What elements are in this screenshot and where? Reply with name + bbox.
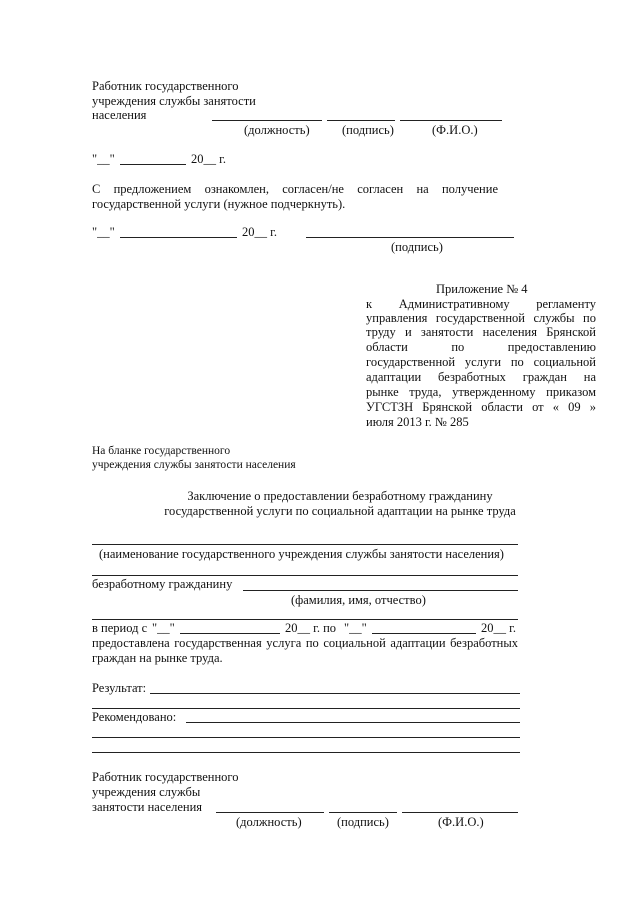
bottom-signature-caption: (подпись) (337, 815, 389, 829)
top-name-line[interactable] (400, 120, 502, 121)
consent-signature-caption: (подпись) (391, 240, 443, 254)
top-worker-line-3: населения (92, 108, 147, 122)
result-line-1[interactable] (150, 693, 520, 694)
institution-line[interactable] (92, 544, 518, 545)
citizen-prefix: безработному гражданину (92, 577, 233, 591)
period-to-year: 20__ г. (481, 621, 516, 635)
citizen-caption: (фамилия, имя, отчество) (291, 593, 426, 607)
citizen-extra-line[interactable] (92, 575, 518, 576)
consent-line-2: государственной услуги (нужное подчеркнуть). (92, 197, 346, 211)
bottom-name-caption: (Ф.И.О.) (438, 815, 484, 829)
consent-signature-line[interactable] (306, 237, 514, 238)
recommended-label: Рекомендовано: (92, 710, 177, 724)
date2-year: 20__ г. (242, 225, 277, 239)
appendix-line-5: государственной услуги по социальной (366, 355, 596, 369)
provided-line-2: граждан на рынке труда. (92, 651, 223, 665)
top-worker-line-2: учреждения службы занятости (92, 94, 256, 108)
appendix-title: Приложение № 4 (436, 282, 528, 296)
period-extra-line[interactable] (92, 619, 518, 620)
period-from-quote: "__" (152, 621, 175, 635)
top-signature-caption: (подпись) (342, 123, 394, 137)
period-to-quote: "__" (344, 621, 367, 635)
recommended-line-2[interactable] (92, 737, 520, 738)
appendix-line-2: управления государственной службы по (366, 311, 596, 325)
date2-month-line[interactable] (120, 237, 237, 238)
recommended-line-3[interactable] (92, 752, 520, 753)
appendix-line-1: к Административному регламенту (366, 297, 596, 311)
result-label: Результат: (92, 681, 147, 695)
bottom-position-caption: (должность) (236, 815, 302, 829)
period-from-month-line[interactable] (180, 633, 280, 634)
bottom-position-line[interactable] (216, 812, 324, 813)
institution-caption: (наименование государственного учреждения службы занятости населения) (99, 547, 504, 561)
date1-month-line[interactable] (120, 164, 186, 165)
top-name-caption: (Ф.И.О.) (432, 123, 478, 137)
date2-quote: "__" (92, 225, 115, 239)
appendix-line-4: области по предоставлению (366, 340, 596, 354)
appendix-line-8: УГСТЗН Брянской области от « 09 » (366, 400, 596, 414)
top-worker-line-1: Работник государственного (92, 79, 239, 93)
appendix-line-6: адаптации безработных граждан на (366, 370, 596, 384)
citizen-name-line[interactable] (243, 590, 518, 591)
appendix-line-9: июля 2013 г. № 285 (366, 415, 469, 429)
conclusion-title-line-1: Заключение о предоставлении безработному гражданину (187, 489, 493, 503)
top-position-caption: (должность) (244, 123, 310, 137)
recommended-line-1[interactable] (186, 722, 520, 723)
bottom-worker-line-1: Работник государственного (92, 770, 239, 784)
top-signature-line[interactable] (327, 120, 395, 121)
letterhead-line-1: На бланке государственного (92, 445, 231, 457)
bottom-signature-line[interactable] (329, 812, 397, 813)
appendix-line-7: рынке труда, утвержденному приказом (366, 385, 596, 399)
bottom-worker-line-2: учреждения службы (92, 785, 201, 799)
bottom-name-line[interactable] (402, 812, 518, 813)
period-to-month-line[interactable] (372, 633, 476, 634)
result-line-2[interactable] (92, 708, 520, 709)
top-position-line[interactable] (212, 120, 322, 121)
period-from-year: 20__ г. по (285, 621, 337, 635)
letterhead-line-2: учреждения службы занятости населения (92, 459, 296, 471)
date1-quote: "__" (92, 152, 115, 166)
conclusion-title-line-2: государственной услуги по социальной адаптации на рынке труда (164, 504, 516, 518)
date1-year: 20__ г. (191, 152, 226, 166)
appendix-line-3: труду и занятости населения Брянской (366, 325, 596, 339)
bottom-worker-line-3: занятости населения (92, 800, 203, 814)
provided-line-1: предоставлена государственная услуга по социальной адаптации безработных (92, 636, 518, 650)
consent-line-1: С предложением ознакомлен, согласен/не согласен на получение (92, 182, 498, 196)
period-prefix: в период с (92, 621, 148, 635)
